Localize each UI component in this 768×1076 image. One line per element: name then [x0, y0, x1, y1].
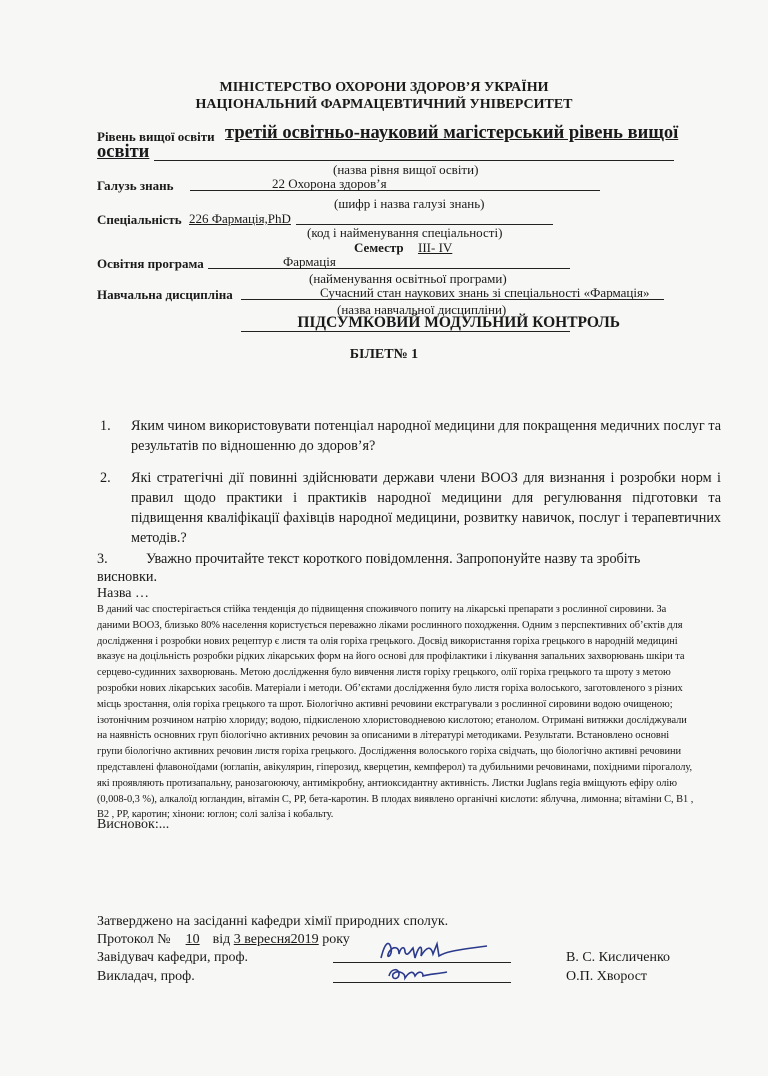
specialty-label: Спеціальність: [97, 212, 182, 227]
semester-value: ІІІ- ІV: [418, 240, 453, 255]
head-of-department-role: Завідувач кафедри, проф.: [97, 950, 249, 965]
question-1-number: 1.: [100, 418, 111, 434]
abstract-line: серцево-судинних захворювань. Метою дослідження було вивчення листя горіху грецького, олії горіха грецького та шроту з метою: [97, 667, 671, 679]
level-label: Рівень вищої освіти: [97, 129, 215, 144]
abstract-line: ізотонічним розчином натрію хлориду; водою, підкисленою хлористоводневою кислотою; етанолом. Отримані витяжки досліджували: [97, 714, 687, 726]
level-caption: (назва рівня вищої освіти): [333, 162, 479, 177]
program-caption: (найменування освітньої програми): [309, 271, 507, 286]
approval-line: Затверджено на засіданні кафедри хімії природних сполук.: [97, 914, 449, 929]
question-2-text: Які стратегічні дії повинні здійснювати держави члени ВООЗ для визнання і розробки норм і правил щодо практики і практиків народної медицини для регулювання підготовки та підвищення кваліфікації фахівців народної медицини, розвитку навичок, послуг і терапевтичних методів.?: [131, 470, 721, 546]
title-prompt: Назва …: [97, 586, 149, 601]
program-label: Освітня програма: [97, 256, 204, 271]
question-3-line2: висновки.: [97, 569, 158, 585]
lecturer-name: О.П. Хворост: [566, 969, 648, 984]
abstract-line: на наявність основних груп біологічно активних речовин за описаними в літературі методиками. Результати. Встановлено основні: [97, 730, 670, 742]
protocol-line: [97, 932, 350, 948]
abstract-line: місць зростання, олія горіха грецького та шрот. Біологічно активні речовини екстрагували з рослинної сировини водою очищеною;: [97, 698, 673, 710]
program-value: Фармація: [283, 254, 336, 269]
semester-label: Семестр: [354, 240, 404, 255]
specialty-caption: (код і найменування спеціальності): [307, 225, 503, 240]
conclusions-label: Висновок:...: [97, 817, 170, 832]
level-underline: [154, 160, 674, 161]
level-value-line1: третій освітньо-науковий магістерський рівень вищої: [225, 123, 679, 143]
program-underline: [208, 268, 570, 269]
control-title-underline: [241, 331, 570, 332]
head-of-department-name: В. С. Кисличенко: [566, 950, 671, 965]
ticket-title: БІЛЕТ№ 1: [349, 347, 419, 362]
protocol-number: 10: [185, 932, 200, 947]
control-title: ПІДСУМКОВИЙ МОДУЛЬНИЙ КОНТРОЛЬ: [297, 314, 620, 331]
question-3-line1: Уважно прочитайте текст короткого повідомлення. Запропонуйте назву та зробіть: [146, 551, 641, 567]
ministry-heading: МІНІСТЕРСТВО ОХОРОНИ ЗДОРОВ’Я УКРАЇНИ: [219, 80, 549, 95]
abstract-line: В2 , РР, каротин; хінони: юглон; солі заліза і кобальту.: [97, 809, 334, 821]
abstract-line: дослідження і розробки нових рецептур є листя та олія горіха грецького. Досвід використання горіха грецького в народній медицині: [97, 635, 678, 647]
abstract-line: які проявляють протизапальну, ранозагоюючу, антимікробну, антиоксидантну активність. Листки Juglans regia вміщують ефіру олію: [97, 777, 677, 789]
abstract-line: розробки нових лікарських засобів. Матеріали і методи. Об’єктами дослідження було листя горіха волоського, заготовленого з різних: [97, 682, 683, 694]
question-2-number: 2.: [100, 470, 111, 486]
abstract-line: групи біологічно активних речовин листя горіха грецького. Дослідження волоського горіха свідчать, що біологічно активні речовини: [97, 746, 681, 758]
question-2: [100, 468, 721, 548]
question-1: [100, 416, 721, 456]
abstract-line: (0,008-0,3 %), алкалоїд югландин, вітамін С, РР, бета-каротин. В плодах виявлено органічні кислоти: яблучна, лимонна; вітаміни С, В1 ,: [97, 793, 694, 805]
protocol-from-label: від: [212, 932, 231, 947]
field-label: Галузь знань: [97, 178, 174, 193]
specialty-value: 226 Фармація,PhD: [189, 211, 291, 226]
question-3-number: 3.: [97, 551, 108, 567]
discipline-caption: (назва навчальної дисципліни): [337, 302, 507, 317]
protocol-label: Протокол №: [97, 932, 171, 947]
discipline-label: Навчальна дисципліна: [97, 287, 233, 302]
field-underline: [190, 190, 600, 191]
abstract-line: даними ВООЗ, близько 80% населення користується переважно ліками рослинного походження. Одним з перспективних об’єктів для: [97, 619, 683, 631]
protocol-date: 3 вересня2019: [233, 932, 319, 947]
discipline-value: Сучасний стан наукових знань зі спеціальності «Фармація»: [320, 285, 650, 300]
protocol-year-label: року: [322, 932, 350, 947]
university-heading: НАЦІОНАЛЬНИЙ ФАРМАЦЕВТИЧНИЙ УНІВЕРСИТЕТ: [195, 97, 573, 112]
abstract-line: представлені флавоноїдами (юглапін, авікулярин, гіперозид, кверцетин, кемпферол) та дубильними речовинами, похідними пірогалолу,: [97, 761, 692, 773]
field-value: 22 Охорона здоров’я: [272, 176, 387, 191]
lecturer-role: Викладач, проф.: [97, 969, 195, 984]
abstract-line: В даний час спостерігається стійка тенденція до підвищення споживчого попиту на лікарські препарати з рослинної сировини. За: [97, 604, 667, 615]
lecturer-signature-scribble: [383, 962, 453, 986]
field-caption: (шифр і назва галузі знань): [334, 196, 485, 211]
question-1-text: Яким чином використовувати потенціал народної медицини для покращення медичних послуг та результатів по відношенню до здоров’я?: [131, 418, 721, 454]
abstract-text: [97, 602, 721, 823]
level-value-line2: освіти: [97, 142, 150, 162]
abstract-line: вказує на доцільність розробки рідких лікарських форм на його основі для профілактики і лікування запальних захворювань шкіри та: [97, 651, 685, 663]
